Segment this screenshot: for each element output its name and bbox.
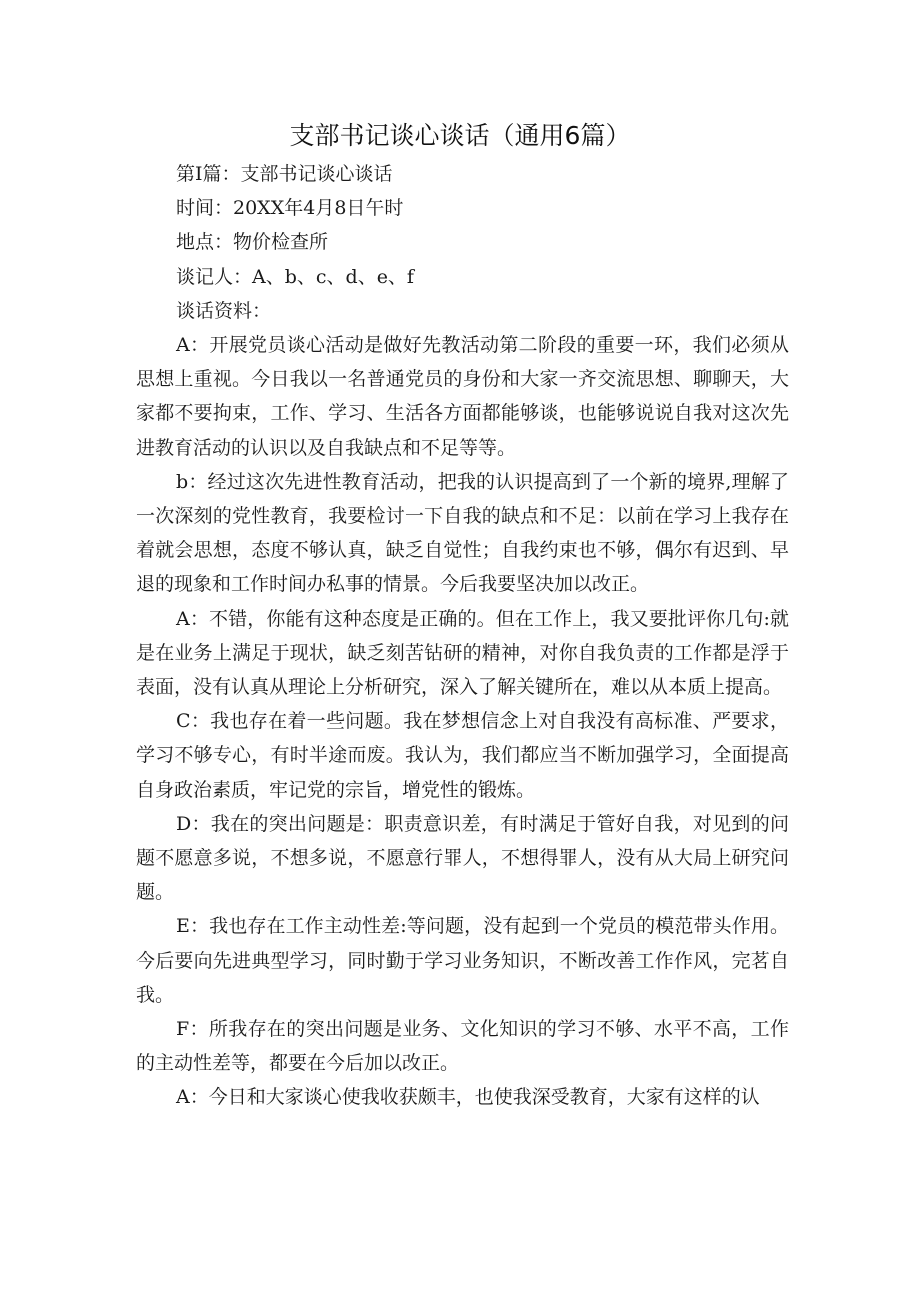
paragraph-f: F：所我存在的突出问题是业务、文化知识的学习不够、水平不高，工作的主动性差等，都要在今后加以改正。 <box>136 1018 789 1075</box>
meta-time: 时间：20XX年4月8日午时 <box>176 197 404 220</box>
paragraph-c: C：我也存在着一些问题。我在梦想信念上对自我没有高标准、严要求，学习不够专心，有时半途而废。我认为，我们都应当不断加强学习，全面提高自身政治素质，牢记党的宗旨，增党性的锻炼。 <box>136 710 789 801</box>
document-body <box>136 157 789 1115</box>
section-heading: 第I篇：支部书记谈心谈话 <box>176 163 393 185</box>
paragraph-a-closing: A：今日和大家谈心使我收获颇丰，也使我深受教育，大家有这样的认 <box>176 1086 760 1109</box>
document-title: 支部书记谈心谈话（通用6篇） <box>289 121 631 150</box>
paragraph-d: D：我在的突出问题是：职责意识差，有时满足于管好自我，对见到的问题不愿意多说，不想多说，不愿意行罪人，不想得罪人，没有从大局上研究问题。 <box>136 812 789 904</box>
meta-material-label: 谈话资料： <box>176 299 272 322</box>
paragraph-e: E：我也存在工作主动性差:等问题，没有起到一个党员的模范带头作用。今后要向先进典型学习，同时勤于学习业务知识，不断改善工作作风，完茗自我。 <box>136 915 789 1006</box>
paragraph-b: b：经过这次先进性教育活动，把我的认识提高到了一个新的境界,理解了一次深刻的党性教育，我要检讨一下自我的缺点和不足：以前在学习上我存在着就会思想，态度不够认真，缺乏自觉性；自我约束也不够，偶尔有迟到、早退的现象和工作时间办私事的情景。今后我要坚决加以改正。 <box>136 470 789 596</box>
meta-place: 地点：物价检查所 <box>176 231 329 254</box>
paragraph-a-opening: A：开展党员谈心活动是做好先教活动第二阶段的重要一环，我们必须从思想上重视。今日我以一名普通党员的身份和大家一齐交流思想、聊聊天，大家都不要拘束，工作、学习、生活各方面都能够谈，也能够说说自我对这次先进教育活动的认识以及自我缺点和不足等等。 <box>136 334 789 459</box>
meta-recorders: 谈记人：A、b、c、d、e、f <box>176 265 414 288</box>
paragraph-a-critique: A：不错，你能有这种态度是正确的。但在工作上，我又要批评你几句:就是在业务上满足于现状，缺乏刻苦钻研的精神，对你自我负责的工作都是浮于表面，没有认真从理论上分析研究，深入了解关键所在，难以从本质上提高。 <box>136 607 789 699</box>
